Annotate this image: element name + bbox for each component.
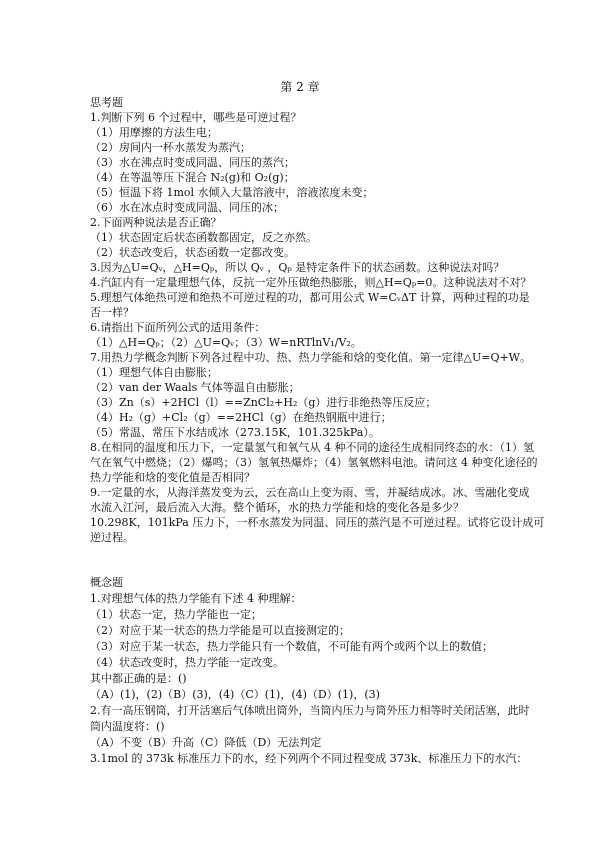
question-line: 4.汽缸内有一定量理想气体，反抗一定外压做绝热膨胀，则△H=Qₚ=0。这种说法对不对？ [90, 276, 532, 289]
question-line: 1.判断下列 6 个过程中，哪些是可逆过程？ [90, 111, 302, 124]
question-line: （5）恒温下将 1mol 水倾入大量溶液中，溶液浓度未变； [90, 186, 374, 199]
question-line: （1）状态固定后状态函数都固定，反之亦然。 [90, 231, 317, 244]
question-line: 其中都正确的是：() [90, 672, 187, 685]
question-line: 7.用热力学概念判断下列各过程中功、热、热力学能和焓的变化值。第一定律△U=Q+W。 [90, 351, 531, 364]
question-line: （6）水在冰点时变成同温、同压的冰； [90, 201, 284, 214]
question-line: 8.在相同的温度和压力下，一定量氢气和氧气从 4 种不同的途径生成相同终态的水：（1）氢 [90, 441, 534, 454]
question-line: （1）用摩擦的方法生电； [90, 126, 218, 139]
question-line: （4）在等温等压下混合 N₂(g)和 O₂(g)； [90, 171, 295, 184]
question-line: 筒内温度将：() [90, 720, 165, 733]
question-line: 2.有一高压钢筒，打开活塞后气体喷出筒外，当筒内压力与筒外压力相等时关闭活塞，此时 [90, 704, 530, 717]
question-line: （4）状态改变时，热力学能一定改变。 [90, 656, 284, 669]
question-line: 逆过程。 [90, 531, 134, 544]
question-line: 3.1mol 的 373k 标准压力下的水，经下列两个不同过程变成 373k、标准压力下的水汽： [90, 752, 528, 765]
question-line: （1）理想气体自由膨胀； [90, 366, 218, 379]
question-line: （2）状态改变后，状态函数一定都改变。 [90, 246, 295, 259]
question-line: 水流入江河，最后流入大海。整个循环，水的热力学能和焓的变化各是多少？ [90, 501, 464, 514]
question-line: （3）Zn（s）+2HCl（l）==ZnCl₂+H₂（g）进行非绝热等压反应； [90, 396, 437, 409]
question-line: （2）van der Waals 气体等温自由膨胀； [90, 381, 300, 394]
chapter-title: 第 2 章 [280, 80, 320, 94]
question-line: （4）H₂（g）+Cl₂（g）==2HCl（g）在绝热钢瓶中进行； [90, 411, 392, 424]
question-line: （A）(1)，(2)（B）(3)，(4)（C）(1)，(4)（D）(1)，(3) [90, 688, 380, 701]
question-line: 6.请指出下面所列公式的适用条件： [90, 321, 266, 334]
question-line: （2）房间内一杯水蒸发为蒸汽； [90, 141, 251, 154]
question-line: 9.一定量的水，从海洋蒸发变为云，云在高山上变为雨、雪，并凝结成冰。冰、雪融化变成 [90, 486, 530, 499]
question-line: 5.理想气体绝热可逆和绝热不可逆过程的功，都可用公式 W=CᵥΔT 计算，两种过程的功是 [90, 291, 530, 304]
section-heading-thinking: 思考题 [90, 96, 123, 109]
question-line: 3.因为△U=Qᵥ，△H=Qₚ，所以 Qᵥ ，Qₚ 是特定条件下的状态函数。这种说法对吗？ [90, 261, 505, 274]
question-line: 10.298K，101kPa 压力下，一杯水蒸发为同温、同压的蒸汽是不可逆过程。试将它设计成可 [90, 516, 545, 529]
question-line: （1）状态一定，热力学能也一定； [90, 608, 262, 621]
question-line: 热力学能和焓的变化值是否相同？ [90, 471, 255, 484]
question-line: （5）常温、常压下水结成冰（273.15K，101.325kPa）。 [90, 426, 380, 439]
question-line: （A）不变（B）升高（C）降低（D）无法判定 [90, 736, 322, 749]
question-line: 否一样？ [90, 306, 134, 319]
question-line: （2）对应于某一状态的热力学能是可以直接测定的； [90, 624, 350, 637]
section-heading-concept: 概念题 [90, 576, 123, 589]
question-line: 气在氧气中燃烧；（2）爆鸣；（3）氢氧热爆炸；（4）氢氧燃料电池。请问这 4 种变化途径的 [90, 456, 538, 469]
question-line: （1）△H=Qₚ；（2）△U=Qᵥ；（3）W=nRTlnV₁/V₂。 [90, 336, 362, 349]
question-line: （3）对应于某一状态，热力学能只有一个数值，不可能有两个或两个以上的数值； [90, 640, 493, 653]
question-line: 2.下面两种说法是否正确？ [90, 216, 222, 229]
question-line: （3）水在沸点时变成同温、同压的蒸汽； [90, 156, 295, 169]
question-line: 1.对理想气体的热力学能有下述 4 种理解： [90, 592, 302, 605]
